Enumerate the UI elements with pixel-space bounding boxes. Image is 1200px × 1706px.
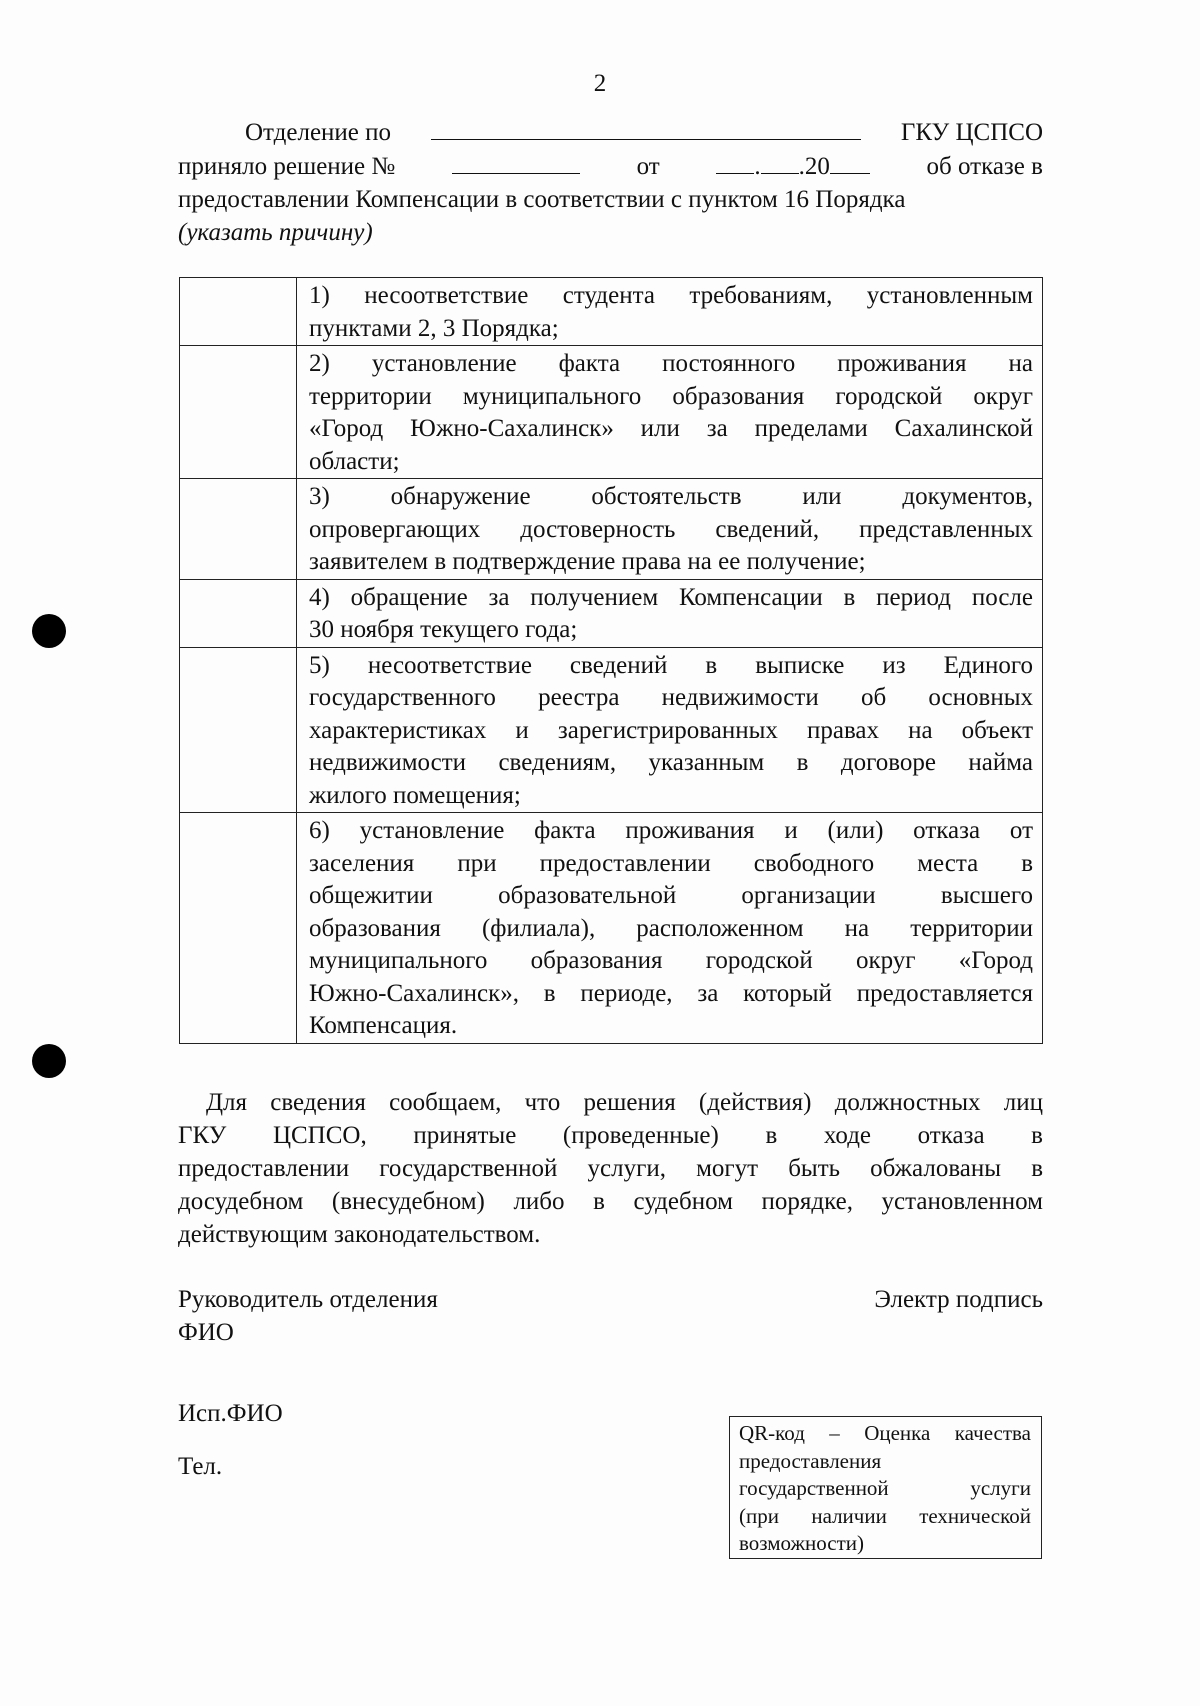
qr-code-box — [729, 1416, 1042, 1559]
reason-row — [180, 278, 1043, 346]
reason-line: образования (филиала), расположенном на территории — [309, 914, 1033, 942]
reason-line: территории муниципального образования городской округ — [309, 382, 1033, 410]
reason-row — [180, 647, 1043, 813]
punch-hole-mark — [32, 1044, 66, 1078]
reason-text-cell — [297, 278, 1043, 346]
reason-line: Компенсация. — [309, 1012, 458, 1039]
notice-line: Для сведения сообщаем, что решения (действия) должностных лиц — [206, 1089, 1043, 1116]
agency-name: ГКУ ЦСПСО — [900, 119, 1043, 146]
reason-line: государственного реестра недвижимости об основных — [309, 684, 1033, 711]
head-position: Руководитель отделения — [178, 1286, 438, 1313]
head-name: ФИО — [178, 1319, 234, 1346]
qr-box-line: предоставления — [739, 1448, 882, 1473]
reason-line: области; — [309, 447, 400, 475]
e-signature: Электр подпись — [874, 1286, 1043, 1313]
reason-line: опровергающих достоверность сведений, представленных — [309, 515, 1033, 543]
reason-checkbox-cell[interactable] — [180, 579, 297, 647]
reason-line: 6) установление факта проживания и (или) отказа от — [309, 817, 1033, 844]
notice-line: предоставлении государственной услуги, могут быть обжалованы в — [178, 1155, 1043, 1182]
notice-line: досудебном (внесудебном) либо в судебном порядке, установленном — [178, 1188, 1043, 1215]
signature-left — [178, 1283, 438, 1349]
reason-line: заявителем в подтверждение права на ее получение; — [309, 548, 866, 575]
decision-header — [178, 115, 1043, 249]
qr-box-line: QR-код – Оценка качества — [739, 1421, 1031, 1445]
notice-line: действующим законодательством. — [178, 1221, 541, 1248]
reason-line: общежитии образовательной организации высшего — [309, 882, 1033, 909]
reason-line: «Город Южно-Сахалинск» или за пределами Сахалинской — [309, 415, 1033, 442]
reason-text-cell — [297, 346, 1043, 479]
reason-checkbox-cell[interactable] — [180, 813, 297, 1044]
date-day-blank — [716, 149, 754, 174]
reason-checkbox-cell[interactable] — [180, 479, 297, 580]
reason-row — [180, 479, 1043, 580]
reason-text-cell — [297, 813, 1043, 1044]
date-year-prefix: .20 — [798, 153, 830, 180]
refusal-label: об отказе в — [926, 153, 1043, 180]
reason-checkbox-cell[interactable] — [180, 278, 297, 346]
reason-line: муниципального образования городской округ «Город — [309, 947, 1033, 974]
executor-phone: Тел. — [178, 1453, 223, 1480]
reason-text-cell — [297, 579, 1043, 647]
appeal-notice — [178, 1086, 1043, 1251]
date-month-blank — [761, 149, 799, 174]
reason-line: 2) установление факта постоянного проживания на — [309, 350, 1033, 377]
reason-line: пунктами 2, 3 Порядка; — [309, 314, 559, 342]
date-separator: . — [754, 153, 761, 180]
header-line-1 — [178, 115, 1043, 149]
header-line-2 — [178, 149, 1043, 183]
notice-line: ГКУ ЦСПСО, принятые (проведенные) в ходе отказа в — [178, 1122, 1043, 1149]
reason-checkbox-cell[interactable] — [180, 647, 297, 813]
reason-line: 1) несоответствие студента требованиям, установленным — [309, 282, 1033, 309]
decision-date-field — [716, 149, 870, 183]
reason-row — [180, 813, 1043, 1044]
punch-hole-mark — [32, 614, 66, 648]
refusal-reasons-table — [179, 277, 1043, 1044]
reason-row — [180, 346, 1043, 479]
reason-line: Южно-Сахалинск», в периоде, за который предоставляется — [309, 979, 1033, 1007]
reason-line: характеристиках и зарегистрированных правах на объект — [309, 716, 1033, 744]
reason-line: недвижимости сведениям, указанным в договоре найма — [309, 749, 1033, 776]
header-text: предоставлении Компенсации в соответствии с пунктом 16 Порядка — [178, 186, 906, 213]
decision-date-label: от — [636, 153, 660, 180]
page-number: 2 — [593, 70, 607, 97]
department-blank — [431, 115, 861, 140]
reason-line: заселения при предоставлении свободного места в — [309, 849, 1033, 877]
header-line-3 — [178, 183, 1043, 216]
decision-number-label: приняло решение № — [178, 153, 396, 180]
reason-text-cell — [297, 479, 1043, 580]
reason-line: жилого помещения; — [309, 781, 521, 809]
reason-line: 30 ноября текущего года; — [309, 616, 578, 643]
reason-instruction: (указать причину) — [178, 219, 373, 246]
reason-line: 4) обращение за получением Компенсации в период после — [309, 583, 1033, 611]
qr-box-line: государственной услуги — [739, 1476, 1031, 1500]
reason-checkbox-cell[interactable] — [180, 346, 297, 479]
reason-row — [180, 579, 1043, 647]
department-label: Отделение по — [245, 119, 392, 146]
executor-name: Исп.ФИО — [178, 1400, 283, 1427]
reason-line: 5) несоответствие сведений в выписке из Единого — [309, 651, 1033, 679]
date-year-blank — [830, 149, 870, 174]
qr-box-line: возможности) — [739, 1531, 865, 1555]
qr-box-line: (при наличии технической — [739, 1503, 1031, 1528]
decision-number-blank — [452, 149, 580, 174]
reason-text-cell — [297, 647, 1043, 813]
reason-line: 3) обнаружение обстоятельств или документов, — [309, 483, 1033, 510]
